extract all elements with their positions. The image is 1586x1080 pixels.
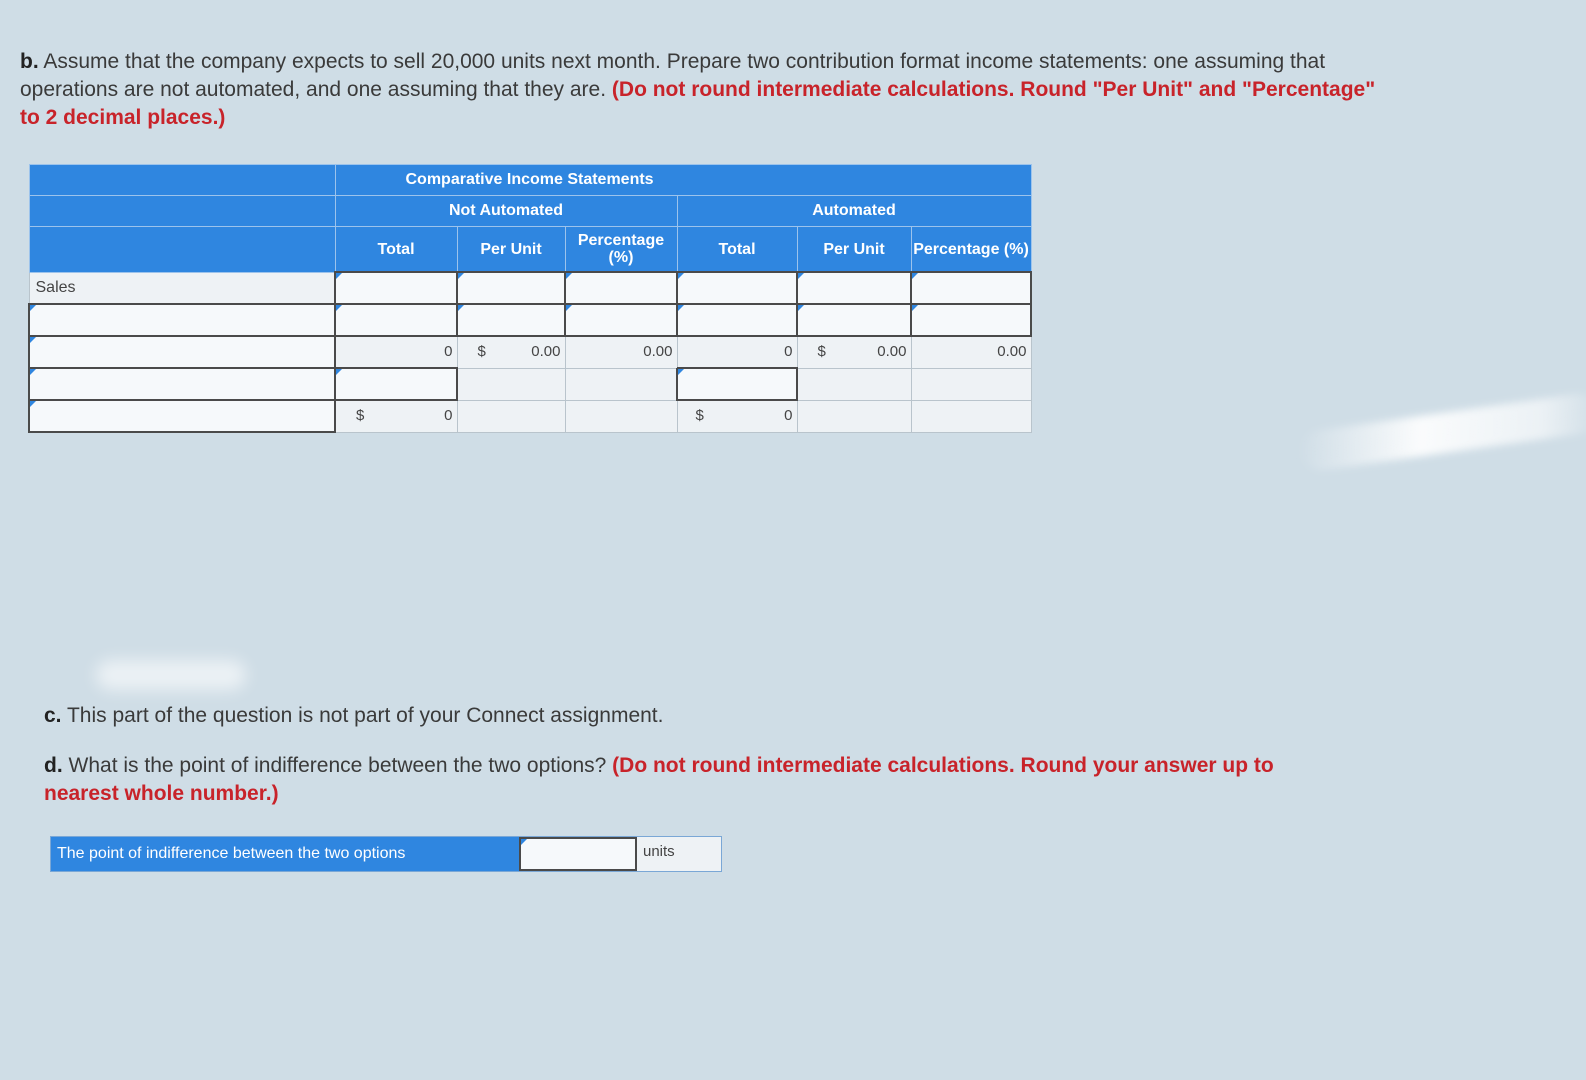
screen-glare [1299, 391, 1586, 472]
row-5-label-input[interactable] [29, 400, 335, 432]
question-part-b: b. Assume that the company expects to sell 20,000 units next month. Prepare two contribution format income statements: one assuming that operations are not automated, and one assuming that they are. (Do not round intermediate calculations. Round "Per Unit" and "Percentage" to 2 decimal places.) [20, 50, 1376, 129]
col-percentage-not-automated: Percentage (%) [565, 227, 677, 273]
group-automated: Automated [677, 196, 1031, 227]
indifference-label: The point of indifference between the two options [51, 837, 519, 871]
question-part-d: d. What is the point of indifference between the two options? (Do not round intermediate calculations. Round your answer up to nearest whole number.) [44, 754, 1274, 805]
group-not-automated: Not Automated [335, 196, 677, 227]
sales-per-unit-automated-input[interactable] [797, 272, 911, 304]
table-row [29, 304, 1031, 336]
row-3-label-input[interactable] [29, 336, 335, 368]
row-4-total-automated-input[interactable] [677, 368, 797, 400]
sales-total-automated-input[interactable] [677, 272, 797, 304]
indifference-unit: units [637, 837, 721, 871]
sales-total-not-automated-input[interactable] [335, 272, 457, 304]
screen-glare-2 [96, 660, 246, 690]
col-per-unit-automated: Per Unit [797, 227, 911, 273]
row-2-per-unit-automated-input[interactable] [797, 304, 911, 336]
row-2-percentage-not-automated-input[interactable] [565, 304, 677, 336]
row-3-total-automated: 0 [677, 336, 797, 368]
sales-percentage-not-automated-input[interactable] [565, 272, 677, 304]
col-per-unit-not-automated: Per Unit [457, 227, 565, 273]
col-percentage-automated: Percentage (%) [911, 227, 1031, 273]
row-3-per-unit-automated: $ 0.00 [797, 336, 911, 368]
col-total-automated: Total [677, 227, 797, 273]
row-3-total-not-automated: 0 [335, 336, 457, 368]
question-part-c: c. This part of the question is not part of your Connect assignment. [44, 704, 664, 727]
row-5-total-automated: $ 0 [677, 400, 797, 432]
row-2-per-unit-not-automated-input[interactable] [457, 304, 565, 336]
row-4-label-input[interactable] [29, 368, 335, 400]
table-row [29, 272, 1031, 304]
row-2-label-input[interactable] [29, 304, 335, 336]
row-3-per-unit-not-automated: $ 0.00 [457, 336, 565, 368]
sales-per-unit-not-automated-input[interactable] [457, 272, 565, 304]
table-row [29, 336, 1031, 368]
row-5-total-not-automated: $ 0 [335, 400, 457, 432]
row-3-percentage-automated: 0.00 [911, 336, 1031, 368]
table-row [29, 368, 1031, 400]
indifference-input[interactable] [519, 837, 637, 871]
comparative-income-table [28, 164, 1032, 433]
row-4-total-not-automated-input[interactable] [335, 368, 457, 400]
row-2-total-not-automated-input[interactable] [335, 304, 457, 336]
table-row [29, 400, 1031, 432]
sales-percentage-automated-input[interactable] [911, 272, 1031, 304]
row-2-total-automated-input[interactable] [677, 304, 797, 336]
row-3-percentage-not-automated: 0.00 [565, 336, 677, 368]
col-total-not-automated: Total [335, 227, 457, 273]
row-label-sales: Sales [29, 272, 335, 304]
table-title: Comparative Income Statements [335, 165, 1031, 196]
indifference-answer-row [50, 836, 722, 872]
row-2-percentage-automated-input[interactable] [911, 304, 1031, 336]
